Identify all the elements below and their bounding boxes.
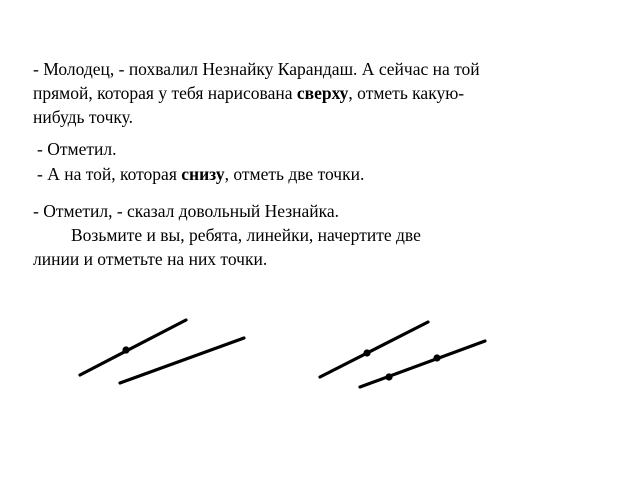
paragraph-praise-line-3: нибудь точку.: [33, 107, 134, 127]
right-bottom-point-2: [433, 354, 440, 361]
right-bottom-point-1: [385, 373, 392, 380]
left-top-point: [122, 346, 129, 353]
paragraph-task-line-2: [33, 223, 421, 247]
emphasis-bottom: снизу: [181, 164, 225, 184]
paragraph-task: [33, 199, 421, 271]
left-figure: [80, 320, 244, 383]
paragraph-task-line-2-text: Возьмите и вы, ребята, линейки, начертите две: [71, 225, 421, 245]
paragraph-praise-line-2: [33, 81, 480, 105]
lines-illustration: [0, 300, 640, 420]
left-top-line: [80, 320, 186, 375]
paragraph-task-line-3: линии и отметьте на них точки.: [33, 249, 268, 269]
emphasis-top: сверху: [296, 83, 349, 103]
paragraph-task-line-1: - Отметил, - сказал довольный Незнайка.: [33, 201, 340, 221]
right-top-point: [363, 349, 370, 356]
instruction-start: - А на той, которая: [37, 164, 182, 184]
right-figure: [320, 322, 485, 387]
paragraph-praise-line-2-start: прямой, которая у тебя нарисована: [33, 83, 297, 103]
reply-marked: - Отметил.: [37, 139, 117, 159]
instruction-bottom-line: [37, 162, 364, 186]
paragraph-praise-line-2-end: , отметь какую-: [348, 83, 465, 103]
instruction-end: , отметь две точки.: [224, 164, 365, 184]
paragraph-praise-line-1: - Молодец, - похвалил Незнайку Карандаш. А сейчас на той: [33, 59, 480, 79]
paragraph-praise: [33, 57, 480, 129]
